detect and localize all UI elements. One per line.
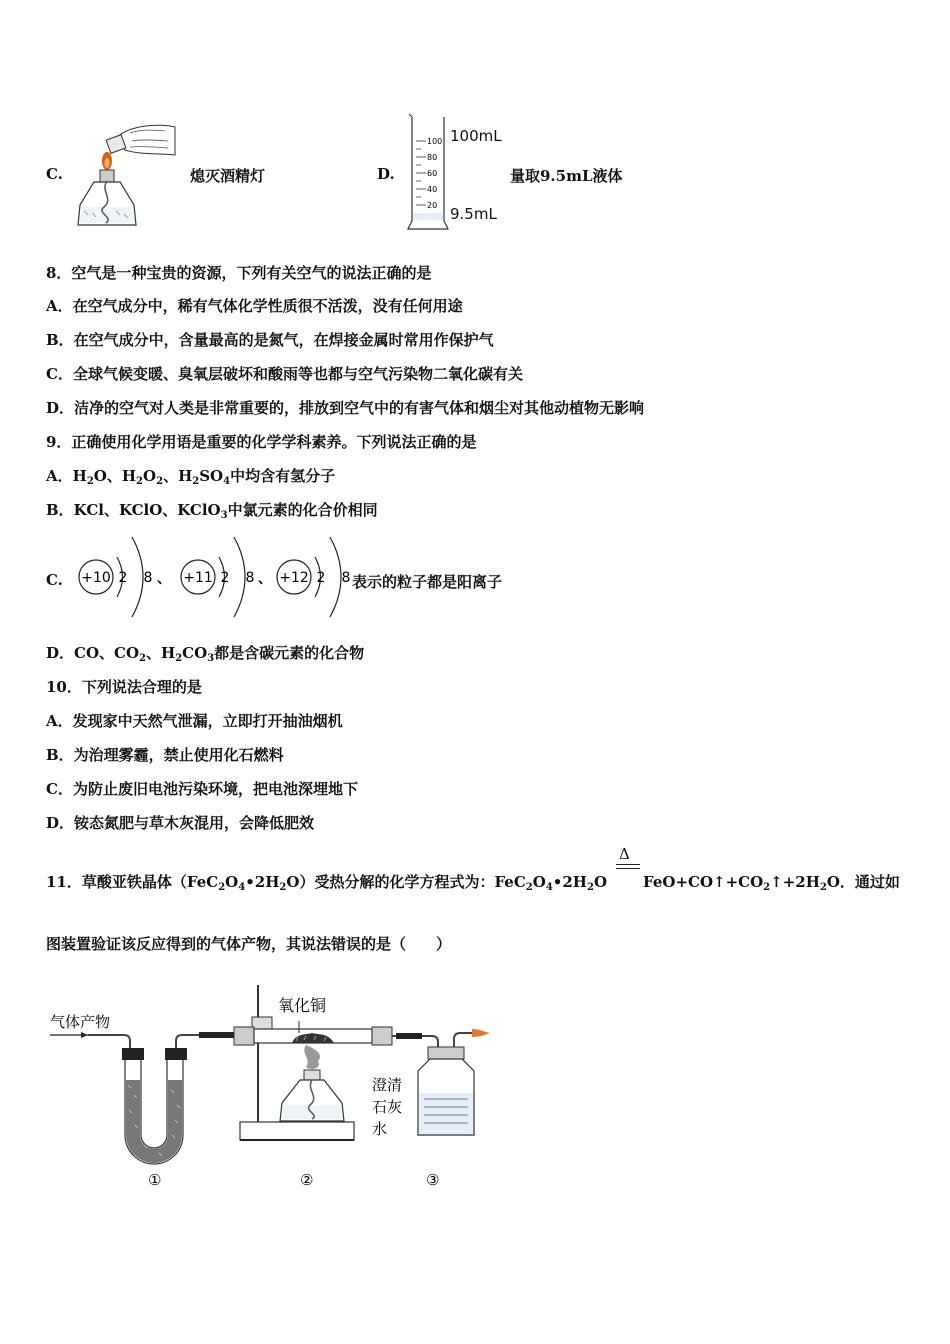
q9-stem: 9．正确使用化学用语是重要的化学学科素养。下列说法正确的是 [46, 433, 477, 451]
q10-stem: 10．下列说法合理的是 [46, 678, 202, 696]
option-d-letter: D. [377, 165, 395, 183]
tick-100: 100 [427, 137, 443, 146]
q11-stem-line1: 11．草酸亚铁晶体$(FeC_2O_4•2H_2O)$受热分解的化学方程式为：$FeC_2O_4•2H_2O$ [46, 873, 608, 893]
tick-40: 40 [427, 185, 438, 194]
ion-structure-diagram [72, 534, 362, 622]
alcohol-lamp-extinguish-icon [70, 115, 180, 237]
combustion-tube [234, 1027, 392, 1045]
q11-stem-products: $FeO+CO↑+CO_2↑+2H_2O$．通过如 [643, 873, 900, 893]
tick-20: 20 [427, 201, 438, 210]
q11-stem-line2: 图装置验证该反应得到的气体产物，其说法错误的是（ ） [46, 935, 452, 953]
tick-60: 60 [427, 169, 438, 178]
limewater-label-3: 水 [372, 1120, 388, 1138]
reaction-condition-delta: Δ [619, 845, 630, 863]
cylinder-reading-label: 9.5mL [450, 205, 497, 223]
equation-equals-top [616, 864, 640, 865]
label-number-2: ② [300, 1171, 314, 1189]
label-number-1: ① [148, 1171, 162, 1189]
q8-option-d: D．洁净的空气对人类是非常重要的，排放到空气中的有害气体和烟尘对其他动植物无影响 [46, 399, 645, 417]
shell-2-count: 8 [341, 570, 351, 586]
equation-equals-bottom [616, 868, 640, 869]
nucleus-10: +10 [81, 570, 111, 586]
nucleus-12: +12 [279, 570, 309, 586]
q9-option-d: D．CO、$CO_2$、$H_2CO_3$都是含碳元素的化合物 [46, 644, 365, 664]
cylinder-max-label: 100mL [450, 127, 502, 145]
limewater-label-1: 澄清 [372, 1076, 403, 1094]
option-c-label: 熄灭酒精灯 [190, 167, 266, 185]
graduated-cylinder-icon [404, 113, 454, 235]
q10-option-c: C．为防止废旧电池污染环境，把电池深埋地下 [46, 780, 358, 798]
alcohol-lamp [280, 1045, 344, 1121]
q10-option-a: A．发现家中天然气泄漏，立即打开抽油烟机 [46, 712, 343, 730]
q9-option-c-letter: C. [46, 571, 63, 589]
tick-80: 80 [427, 153, 438, 162]
q8-option-a: A．在空气成分中，稀有气体化学性质很不活泼，没有任何用途 [46, 297, 463, 315]
limewater-bottle [418, 1029, 490, 1135]
shell-1-count: 2 [316, 570, 326, 586]
q8-option-b: B．在空气成分中，含量最高的是氮气，在焊接金属时常用作保护气 [46, 331, 494, 349]
shell-1-count: 2 [220, 570, 230, 586]
option-d-label: 量取9.5mL液体 [510, 167, 623, 185]
shell-2-count: 8 [143, 570, 153, 586]
q8-option-c: C．全球气候变暖、臭氧层破坏和酸雨等也都与空气污染物二氧化碳有关 [46, 365, 523, 383]
limewater-label-2: 石灰 [372, 1098, 403, 1116]
shell-2-count: 8 [245, 570, 255, 586]
option-c-letter: C. [46, 165, 63, 183]
q9-option-a: A．$H_2O$、$H_2O_2$、$H_2SO_4$中均含有氢分子 [46, 467, 336, 487]
separator: 、 [258, 571, 272, 587]
nucleus-11: +11 [183, 570, 213, 586]
q10-option-b: B．为治理雾霾，禁止使用化石燃料 [46, 746, 284, 764]
copper-oxide-label: 氧化铜 [278, 996, 327, 1015]
q8-stem: 8．空气是一种宝贵的资源，下列有关空气的说法正确的是 [46, 264, 432, 282]
q9-option-c-tail: 表示的粒子都是阳离子 [352, 573, 503, 591]
gas-products-label: 气体产物 [50, 1013, 111, 1031]
shell-1-count: 2 [118, 570, 128, 586]
q9-option-b: B．KCl、KClO、KClO$_3$中氯元素的化合价相同 [46, 501, 378, 521]
apparatus-diagram [44, 985, 504, 1193]
separator: 、 [157, 571, 171, 587]
q10-option-d: D．铵态氮肥与草木灰混用，会降低肥效 [46, 814, 315, 832]
u-tube-drying [122, 1048, 187, 1164]
label-number-3: ③ [426, 1171, 440, 1189]
